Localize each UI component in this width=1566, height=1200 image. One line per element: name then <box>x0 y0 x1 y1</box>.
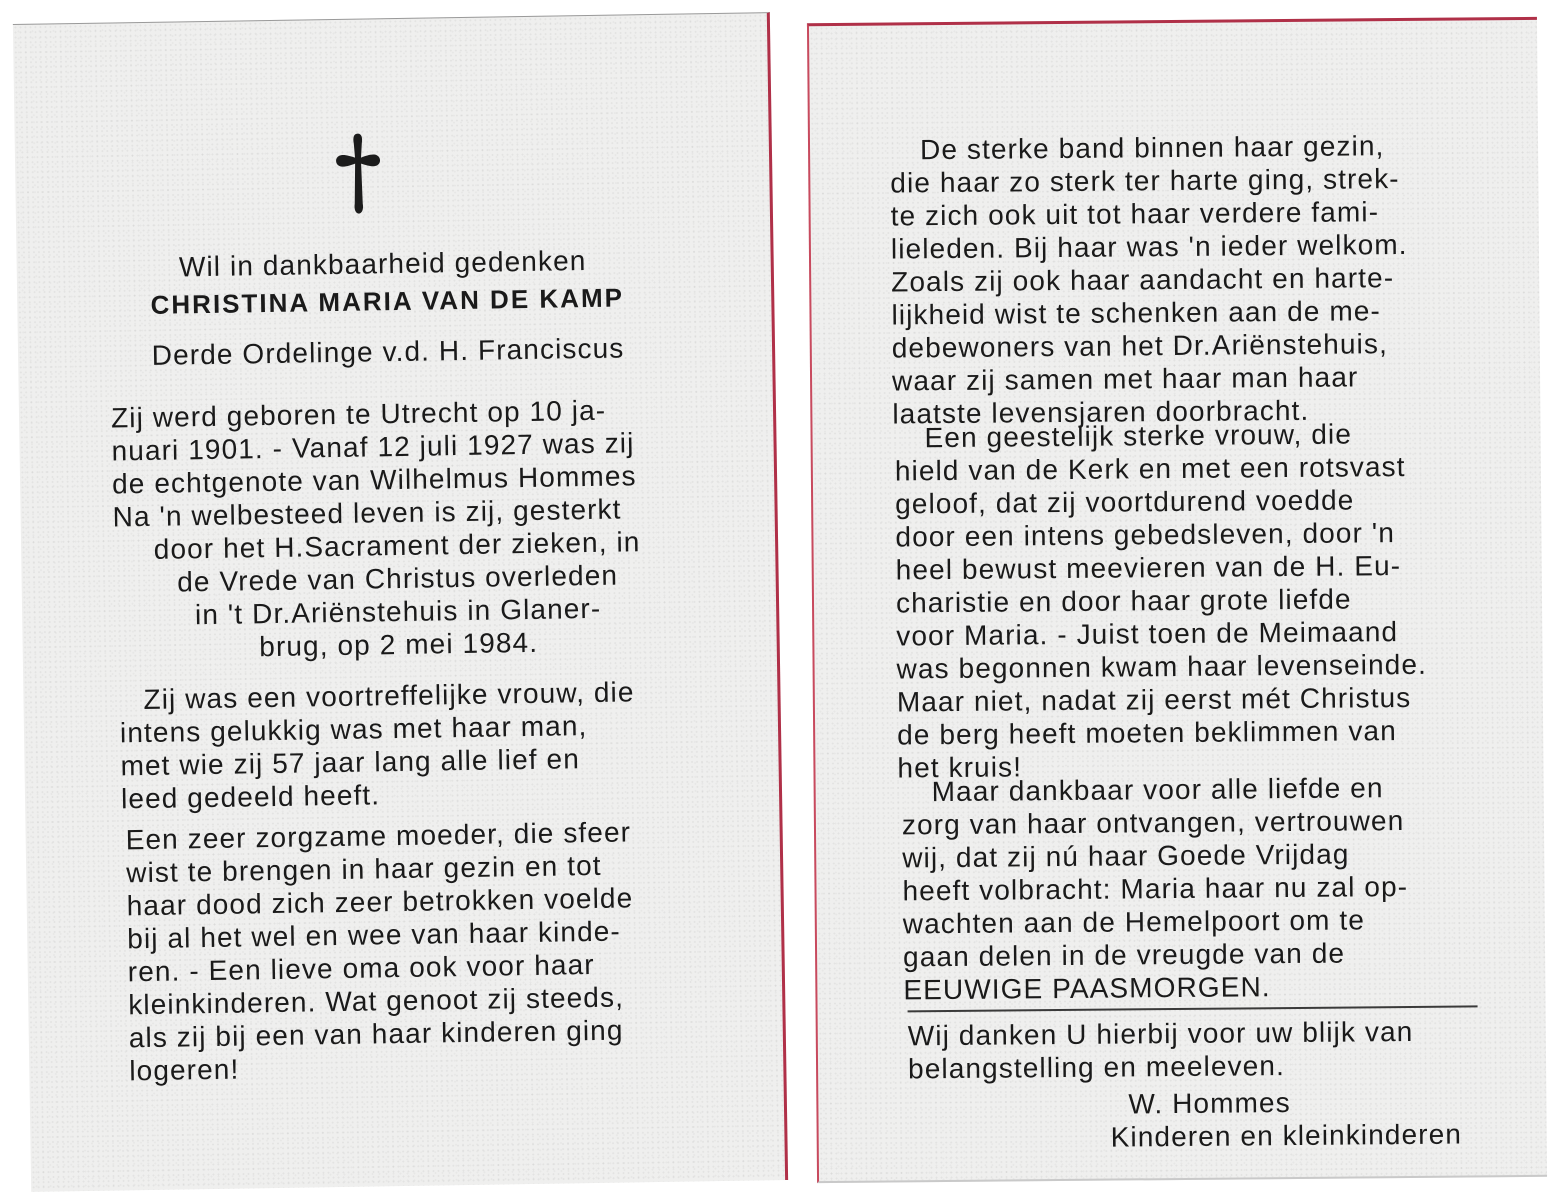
paragraph-line: Zoals zij ook haar aandacht en harte- <box>891 262 1395 298</box>
paragraph-line: met wie zij 57 jaar lang alle lief en <box>120 743 581 782</box>
biography-line: Zij werd geboren te Utrecht op 10 ja- <box>110 394 607 434</box>
paragraph-line: laatste levensjaren doorbracht. <box>892 394 1310 430</box>
latin-cross-icon <box>333 131 384 216</box>
paragraph-line: wij, dat zij nú haar Goede Vrijdag <box>902 838 1350 874</box>
biography-line: in 't Dr.Ariënstehuis in Glaner- <box>194 592 602 631</box>
paragraph-line: de berg heeft moeten beklimmen van <box>897 715 1397 751</box>
biography-line: door het H.Sacrament der zieken, in <box>153 526 641 565</box>
paragraph-line: bij al het wel en wee van haar kinde- <box>127 915 622 955</box>
paragraph-line: te zich ook uit tot haar verdere fami- <box>890 196 1380 232</box>
paragraph-line: Een geestelijk sterke vrouw, die <box>924 418 1353 454</box>
paragraph-2 <box>125 814 709 1087</box>
biography <box>105 393 689 666</box>
deceased-name: CHRISTINA MARIA VAN DE KAMP <box>150 282 625 320</box>
paragraph-line: wist te brengen in haar gezin en tot <box>125 849 602 889</box>
paragraph-line: die haar zo sterk ter harte ging, strek- <box>890 163 1400 199</box>
order-text: Derde Ordelinge v.d. H. Franciscus <box>151 332 625 371</box>
paragraph-line: heel bewust meevieren van de H. Eu- <box>895 550 1402 586</box>
paragraph-line: was begonnen kwam haar levenseinde. <box>896 648 1428 685</box>
paragraph-line: hield van de Kerk en met een rotsvast <box>894 451 1406 487</box>
paragraph-line: Maar niet, nadat zij eerst mét Christus <box>896 681 1412 718</box>
left-card <box>13 12 788 1192</box>
paragraph-line: kleinkinderen. Wat genoot zij steeds, <box>128 981 625 1021</box>
thanks-line: belangstelling en meeleven. <box>907 1050 1286 1085</box>
right-card <box>807 17 1547 1183</box>
paragraph-line: gaan delen in de vreugde van de <box>902 937 1346 973</box>
biography-line: brug, op 2 mei 1984. <box>259 626 539 663</box>
paragraph-1 <box>119 674 701 815</box>
signature-family: Kinderen en kleinkinderen <box>1110 1118 1463 1153</box>
right-paragraph-3 <box>902 770 1504 1006</box>
paragraph-line: waar zij samen met haar man haar <box>891 361 1359 397</box>
right-paragraph-1 <box>890 128 1493 430</box>
paragraph-line: door een intens gebedsleven, door 'n <box>895 517 1396 553</box>
paragraph-line: leed gedeeld heeft. <box>120 779 381 815</box>
paragraph-line: voor Maria. - Juist toen de Meimaand <box>896 616 1399 652</box>
thanks-text <box>908 1014 1509 1085</box>
paragraph-line: intens gelukkig was met haar man, <box>119 710 588 749</box>
biography-line: de echtgenote van Wilhelmus Hommes <box>111 460 637 500</box>
paragraph-line: zorg van haar ontvangen, vertrouwen <box>901 805 1405 841</box>
paragraph-line: De sterke band binnen haar gezin, <box>919 130 1385 166</box>
thanks-line: Wij danken U hierbij voor uw blijk van <box>907 1015 1414 1052</box>
paragraph-line: Maar dankbaar voor alle liefde en <box>931 772 1384 808</box>
paragraph-line: lieleden. Bij haar was 'n ieder welkom. <box>890 228 1408 265</box>
paragraph-line: wachten aan de Hemelpoort om te <box>902 904 1366 940</box>
paragraph-line: haar dood zich zeer betrokken voelde <box>126 882 634 922</box>
paragraph-line: lijkheid wist te schenken aan de me- <box>891 295 1382 331</box>
paragraph-line: charistie en door haar grote liefde <box>895 583 1352 619</box>
paragraph-line: debewoners van het Dr.Ariënstehuis, <box>891 328 1389 364</box>
signature-name: W. Hommes <box>1128 1087 1291 1120</box>
paragraph-line: heeft volbracht: Maria haar nu zal op- <box>902 870 1409 907</box>
paragraph-line: Zij was een voortreffelijke vrouw, die <box>143 676 635 716</box>
biography-line: Na 'n welbesteed leven is zij, gesterkt <box>112 493 622 533</box>
paragraph-line: EEUWIGE PAASMORGEN. <box>903 971 1271 1006</box>
paragraph-line: als zij bij een van haar kinderen ging <box>128 1014 624 1054</box>
intro-text: Wil in dankbaarheid gedenken <box>178 245 587 283</box>
paragraph-line: ren. - Een lieve oma ook voor haar <box>127 948 595 988</box>
biography-line: nuari 1901. - Vanaf 12 juli 1927 was zij <box>111 427 635 467</box>
divider <box>908 1005 1478 1012</box>
paragraph-line: geloof, dat zij voortdurend voedde <box>895 484 1355 520</box>
paragraph-line: Een zeer zorgzame moeder, die sfeer <box>125 816 632 856</box>
biography-line: de Vrede van Christus overleden <box>176 559 619 598</box>
paragraph-line: het kruis! <box>897 751 1023 784</box>
paragraph-line: logeren! <box>129 1053 240 1087</box>
right-paragraph-2 <box>894 416 1497 784</box>
